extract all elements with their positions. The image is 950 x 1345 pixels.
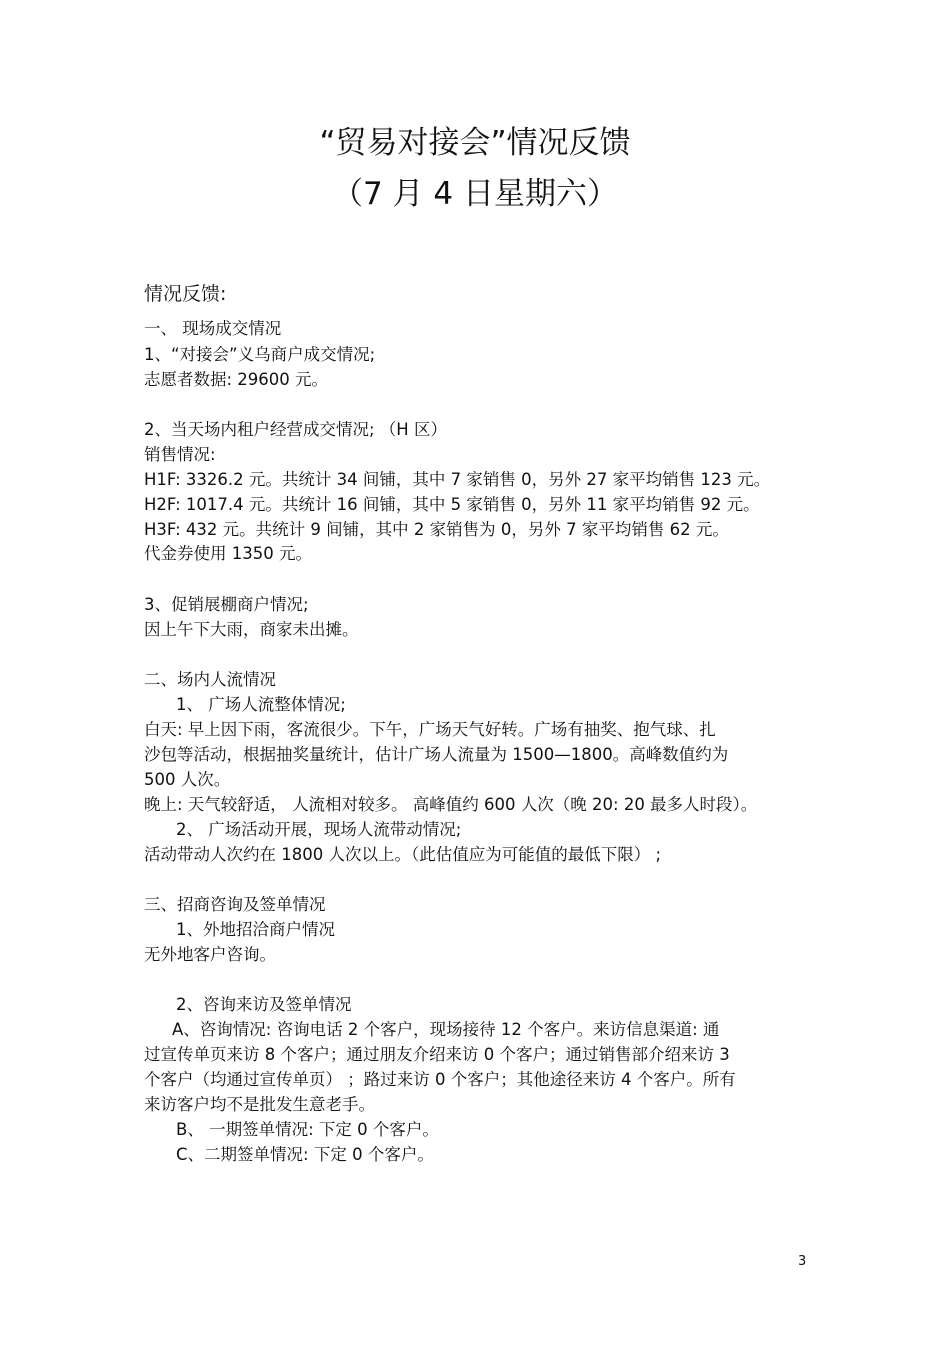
text-line: 活动带动人次约在 1800 人次以上。（此估值应为可能值的最低下限） ; bbox=[144, 845, 662, 864]
item-2-2-heading: 2、 广场活动开展，现场人流带动情况; bbox=[176, 820, 462, 839]
item-2-1-heading: 1、 广场人流整体情况; bbox=[176, 695, 346, 714]
text-line: 500 人次。 bbox=[144, 770, 231, 789]
text-line: 晚上: 天气较舒适， 人流相对较多。 高峰值约 600 人次（晚 20: 20 最多人时段）。 bbox=[144, 795, 758, 814]
text-line: A、咨询情况: 咨询电话 2 个客户，现场接待 12 个客户。来访信息渠道: 通 bbox=[172, 1020, 720, 1039]
text-line-h3f: H3F: 432 元。共统计 9 间铺，其中 2 家销售为 0，另外 7 家平均销售 62 元。 bbox=[144, 520, 729, 539]
section-3-heading: 三、招商咨询及签单情况 bbox=[144, 895, 326, 914]
section-2-heading: 二、场内人流情况 bbox=[144, 670, 276, 689]
item-1-1-heading: 1、“对接会”义乌商户成交情况; bbox=[144, 345, 376, 364]
item-1-3-heading: 3、促销展棚商户情况; bbox=[144, 595, 309, 614]
text-line: 因上午下大雨，商家未出摊。 bbox=[144, 620, 359, 639]
text-line-h2f: H2F: 1017.4 元。共统计 16 间铺，其中 5 家销售 0，另外 11 家平均销售 92 元。 bbox=[144, 495, 760, 514]
document-subtitle-date: （7 月 4 日星期六） bbox=[331, 176, 618, 212]
text-line: 个客户（均通过宣传单页） ；路过来访 0 个客户；其他途径来访 4 个客户。所有 bbox=[144, 1070, 736, 1089]
section-1-heading: 一、 现场成交情况 bbox=[144, 319, 282, 338]
section-heading-feedback: 情况反馈: bbox=[144, 283, 227, 305]
text-line: C、二期签单情况: 下定 0 个客户。 bbox=[176, 1145, 434, 1164]
text-line: 过宣传单页来访 8 个客户；通过朋友介绍来访 0 个客户；通过销售部介绍来访 3 bbox=[144, 1045, 730, 1064]
text-line: 销售情况: bbox=[144, 445, 216, 464]
text-line: 来访客户均不是批发生意老手。 bbox=[144, 1095, 375, 1114]
page-number: 3 bbox=[798, 1254, 807, 1269]
item-1-2-heading: 2、当天场内租户经营成交情况; （H 区） bbox=[144, 420, 447, 439]
text-line: B、 一期签单情况: 下定 0 个客户。 bbox=[176, 1120, 439, 1139]
text-line: 无外地客户咨询。 bbox=[144, 945, 276, 964]
text-line: 志愿者数据: 29600 元。 bbox=[144, 370, 329, 389]
text-line-h1f: H1F: 3326.2 元。共统计 34 间铺，其中 7 家销售 0，另外 27 家平均销售 123 元。 bbox=[144, 470, 771, 489]
text-line: 白天: 早上因下雨，客流很少。下午，广场天气好转。广场有抽奖、抱气球、扎 bbox=[144, 720, 716, 739]
document-title: “贸易对接会”情况反馈 bbox=[319, 125, 631, 161]
item-3-2-heading: 2、咨询来访及签单情况 bbox=[176, 995, 352, 1014]
text-line: 代金券使用 1350 元。 bbox=[144, 544, 312, 563]
item-3-1-heading: 1、外地招洽商户情况 bbox=[176, 920, 335, 939]
text-line: 沙包等活动，根据抽奖量统计，估计广场人流量为 1500—1800。高峰数值约为 bbox=[144, 745, 729, 764]
